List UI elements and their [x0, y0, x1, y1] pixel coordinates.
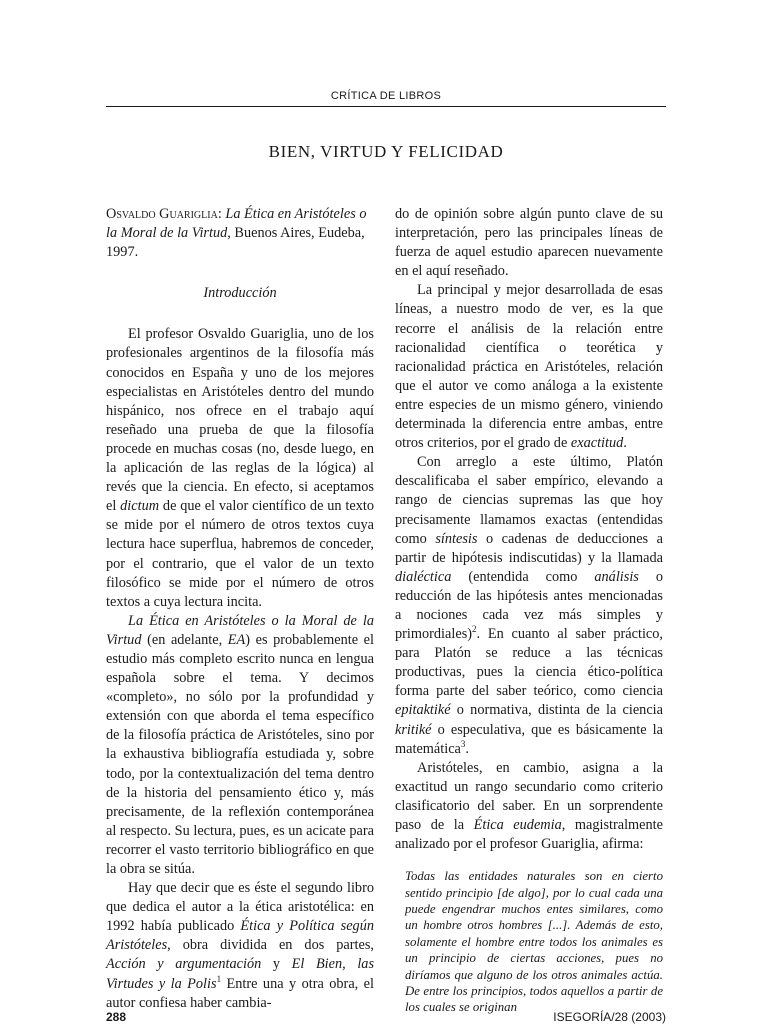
paragraph-6-text-2: o cadenas de deducciones a partir de hipótesis indiscutidas) y la llamada	[395, 530, 664, 566]
paragraph-5-text-1: La principal y mejor desarrollada de esas líneas, a nuestro modo de ver, es la que recorre el análisis de la relación entre racionalidad científica o teorética y racionalidad práctica en Aristóteles, relación que el autor ve como análoga a la existente entre especies de un mismo género, viniendo determinada la diferencia entre ambas, entre otros criterios, por el grado de	[395, 282, 663, 452]
paragraph-1-em: dictum	[120, 498, 160, 515]
paragraph-7-text-2: , magistralmente analizado por el profesor Guariglia, afirma:	[395, 817, 663, 853]
paragraph-4: do de opinión sobre algún punto clave de su interpretación, pero las principales líneas de fuerza de aquel estudio aparecen nuevamente en el aquí reseñado.	[395, 206, 663, 280]
paragraph-7-text-1: Aristóteles, en cambio, asigna a la exactitud un rango secundario como criterio clasificatorio del saber. En un sorprendente paso de la	[395, 759, 663, 833]
paragraph-2-text-2: ) es probablemente el estudio más completo escrito nunca en lengua española sobre el tema. Y decimos «completo», no sólo por la profundidad y extensión con que aborda el tema específico de la filosofía práctica de Aristóteles, sino por la exhaustiva bibliografía estudiada y, sobre todo, por la contextualización del tema dentro de la historia del pensamiento ético y, más precisamente, de la reflexión contemporánea al respecto. Su lectura, pues, es un acicate para recorrer el vasto territorio bibliográfico en que la obra se sitúa.	[106, 631, 374, 877]
paragraph-2-text-1: (en adelante,	[141, 631, 228, 648]
paragraph-6-text-3: (entendida como	[451, 568, 595, 585]
paragraph-6-em-4: epitaktiké	[395, 702, 451, 719]
header-divider	[106, 106, 666, 107]
running-header: CRÍTICA DE LIBROS	[330, 90, 442, 102]
paragraph-1	[106, 325, 374, 611]
left-column	[106, 205, 374, 1013]
article-title: BIEN, VIRTUD Y FELICIDAD	[268, 142, 504, 161]
paragraph-2-em-2: EA	[227, 631, 246, 648]
footnote-ref-2: 2	[472, 624, 477, 635]
paragraph-7-em: Ética eudemia	[473, 817, 562, 833]
paragraph-6-text-5: . En cuanto al saber práctico, para Platón se reduce a las técnicas productivas, pues la ciencia ético-política forma parte del saber teórico, como ciencia	[395, 626, 663, 700]
paragraph-6-em-1: síntesis	[435, 530, 478, 547]
paragraph-3-text-1: Hay que decir que es éste el segundo libro que dedica el autor a la ética aristotélica: en 1992 había publicado	[106, 880, 374, 935]
book-citation	[106, 205, 374, 262]
paragraph-5-em: exactitud	[570, 435, 624, 452]
paragraph-3-em-2: Acción y argumentación	[106, 956, 262, 973]
footnote-ref-1: 1	[216, 973, 222, 984]
paragraph-6-text-8: .	[465, 740, 469, 757]
paragraph-5-text-2: .	[623, 435, 627, 452]
footnote-ref-3: 3	[460, 738, 466, 749]
paragraph-6-text-6: o normativa, distinta de la ciencia	[450, 702, 663, 719]
paragraph-1-text: El profesor Osvaldo Guariglia, uno de los profesionales argentinos de la filosofía más conocidos en España y uno de los mejores especialistas en Aristóteles dentro del mundo hispánico, nos ofrece en el trabajo aquí reseñado una prueba de que la filosofía procede en muchas cosas (no, desde luego, en la aplicación de las reglas de la lógica) al revés que la ciencia. En efecto, si aceptamos el	[106, 326, 374, 515]
paragraph-6-text-7: o especulativa, que es básicamente la matemática	[395, 721, 663, 757]
paragraph-6-em-5: kritiké	[395, 721, 432, 738]
section-heading: Introducción	[203, 285, 277, 302]
page-number: 288	[106, 1010, 127, 1024]
paragraph-2	[106, 612, 374, 879]
block-quote: Todas las entidades naturales son en cierto sentido principio [de algo], por lo cual cada una puede engendrar muchos entes similares, como un hombre otros hombres [...]. Además de esto, solamente el hombre entre todos los animales es un principio de ciertas acciones, pues no diríamos que alguno de los otros animales actúa. De entre los principios, todos aquellos a partir de los cuales se originan	[405, 869, 663, 1015]
right-column	[395, 205, 663, 1016]
citation-author: Osvaldo Guariglia:	[106, 206, 222, 222]
paragraph-3-text-4: Entre una y otra obra, el autor confiesa haber cambia-	[106, 975, 374, 1011]
paragraph-3	[106, 879, 374, 1013]
paragraph-6-em-3: análisis	[594, 568, 639, 585]
paragraph-5	[395, 281, 663, 453]
paragraph-3-em-1: Ética y Política según Aristóteles	[106, 918, 375, 954]
paragraph-1-text-2: de que el valor científico de un texto se mide por el número de otros textos cuya lectura hace superflua, habremos de conceder, por el contrario, que el valor de un texto filosófico se mide por el número de otros textos a cuya lectura incita.	[106, 498, 374, 610]
paragraph-3-text-3: y	[261, 956, 292, 973]
paragraph-3-em-3: El Bien, las Virtudes y la Polis	[106, 956, 375, 992]
paragraph-6	[395, 453, 663, 759]
journal-reference: ISEGORÍA/28 (2003)	[553, 1010, 666, 1024]
paragraph-6-text-4: o reducción de las hipótesis antes mencionadas a nociones cada vez más simples y primordiales)	[395, 568, 663, 643]
paragraph-6-em-2: dialéctica	[395, 568, 452, 585]
citation-book-title: La Ética en Aristóteles o la Moral de la Virtud	[106, 206, 367, 242]
paragraph-3-text-2: , obra dividida en dos partes,	[167, 937, 374, 954]
citation-publication: , Buenos Aires, Eudeba, 1997.	[106, 225, 365, 261]
paragraph-6-text-1: Con arreglo a este último, Platón descalificaba el saber empírico, elevando a rango de ciencias supremas las que hoy precisamente llamamos exactas (entendidas como	[395, 454, 663, 547]
paragraph-7	[395, 759, 663, 854]
paragraph-2-em-1: La Ética en Aristóteles o la Moral de la Virtud	[106, 612, 374, 648]
